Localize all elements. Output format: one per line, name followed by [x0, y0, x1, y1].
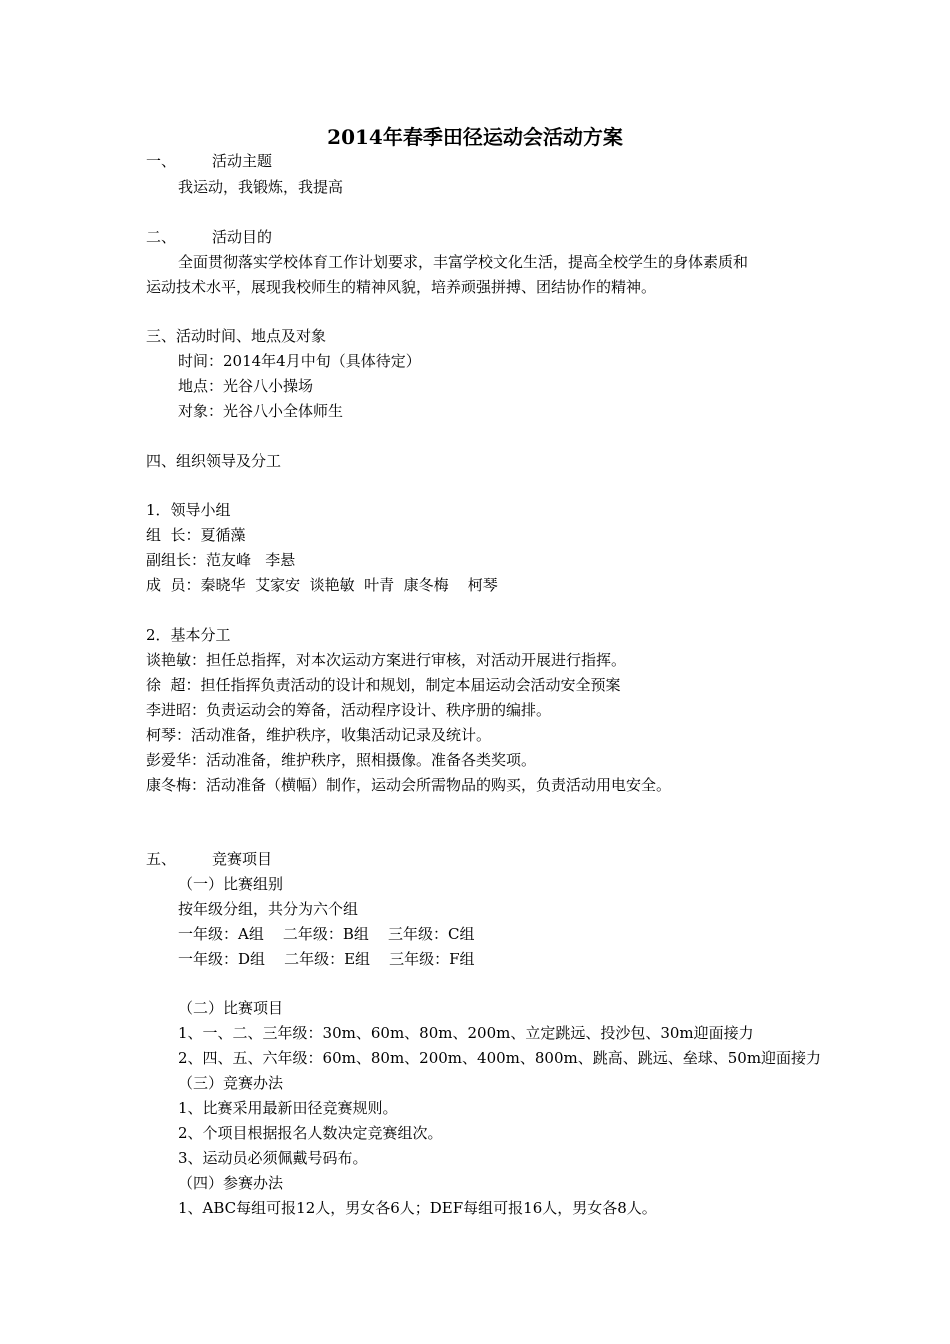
- rule-item: 1、比赛采用最新田径竞赛规则。: [178, 1099, 398, 1117]
- section-1-title: 活动主题: [212, 152, 273, 170]
- document-title: 2014年春季田径运动会活动方案: [327, 125, 623, 149]
- duty-heading: 2．基本分工: [146, 626, 231, 644]
- vice-leader: 副组长：范友峰 李悬: [146, 551, 296, 569]
- subsection-groups-heading: （一）比赛组别: [178, 875, 284, 893]
- section-4-heading: 四、组织领导及分工: [146, 452, 282, 470]
- duty-item: 柯琴：活动准备，维护秩序，收集活动记录及统计。: [146, 726, 492, 744]
- section-2-body-line-2: 运动技术水平，展现我校师生的精神风貌，培养顽强拼搏、团结协作的精神。: [146, 278, 657, 296]
- groups-description: 按年级分组，共分为六个组: [178, 900, 359, 918]
- rule-item: 3、运动员必须佩戴号码布。: [178, 1149, 368, 1167]
- events-line-2: 2、四、五、六年级：60m、80m、200m、400m、800m、跳高、跳远、垒球、50m迎面接力: [178, 1049, 822, 1067]
- section-5-number: 五、: [146, 850, 177, 868]
- section-5-heading: [146, 849, 272, 869]
- groups-line-2: 一年级：D组 二年级：E组 三年级：F组: [178, 950, 475, 968]
- section-3-time: 时间：2014年4月中旬（具体待定）: [178, 352, 421, 370]
- entry-rule: 1、ABC每组可报12人，男女各6人；DEF每组可报16人，男女各8人。: [178, 1199, 657, 1217]
- section-3-target: 对象：光谷八小全体师生: [178, 402, 344, 420]
- duty-item: 康冬梅：活动准备（横幅）制作，运动会所需物品的购买，负责活动用电安全。: [146, 776, 672, 794]
- section-2-number: 二、: [146, 228, 177, 246]
- duty-item: 谈艳敏：担任总指挥，对本次运动方案进行审核，对活动开展进行指挥。: [146, 651, 627, 669]
- leadership-group-heading: 1．领导小组: [146, 501, 231, 519]
- section-3-place: 地点：光谷八小操场: [178, 377, 314, 395]
- duty-item: 徐 超：担任指挥负责活动的设计和规划，制定本届运动会活动安全预案: [146, 676, 621, 694]
- section-1-heading: [146, 151, 272, 171]
- subsection-events-heading: （二）比赛项目: [178, 999, 284, 1017]
- duty-item: 彭爱华：活动准备，维护秩序，照相摄像。准备各类奖项。: [146, 751, 537, 769]
- section-5-title: 竞赛项目: [212, 850, 273, 868]
- section-3-heading: 三、活动时间、地点及对象: [146, 327, 327, 345]
- subsection-entry-heading: （四）参赛办法: [178, 1174, 284, 1192]
- group-leader: 组 长：夏循藻: [146, 526, 246, 544]
- duty-item: 李进昭：负责运动会的筹备，活动程序设计、秩序册的编排。: [146, 701, 552, 719]
- group-members: 成 员：秦晓华 艾家安 谈艳敏 叶青 康冬梅 柯琴: [146, 576, 498, 594]
- section-2-body-line-1: 全面贯彻落实学校体育工作计划要求，丰富学校文化生活，提高全校学生的身体素质和: [178, 253, 749, 271]
- events-line-1: 1、一、二、三年级：30m、60m、80m、200m、立定跳远、投沙包、30m迎面接力: [178, 1024, 754, 1042]
- subsection-rules-heading: （三）竞赛办法: [178, 1074, 284, 1092]
- groups-line-1: 一年级：A组 二年级：B组 三年级：C组: [178, 925, 475, 943]
- section-2-heading: [146, 227, 272, 247]
- section-1-number: 一、: [146, 152, 177, 170]
- section-2-title: 活动目的: [212, 228, 273, 246]
- rule-item: 2、个项目根据报名人数决定竞赛组次。: [178, 1124, 443, 1142]
- section-1-body: 我运动，我锻炼，我提高: [178, 178, 344, 196]
